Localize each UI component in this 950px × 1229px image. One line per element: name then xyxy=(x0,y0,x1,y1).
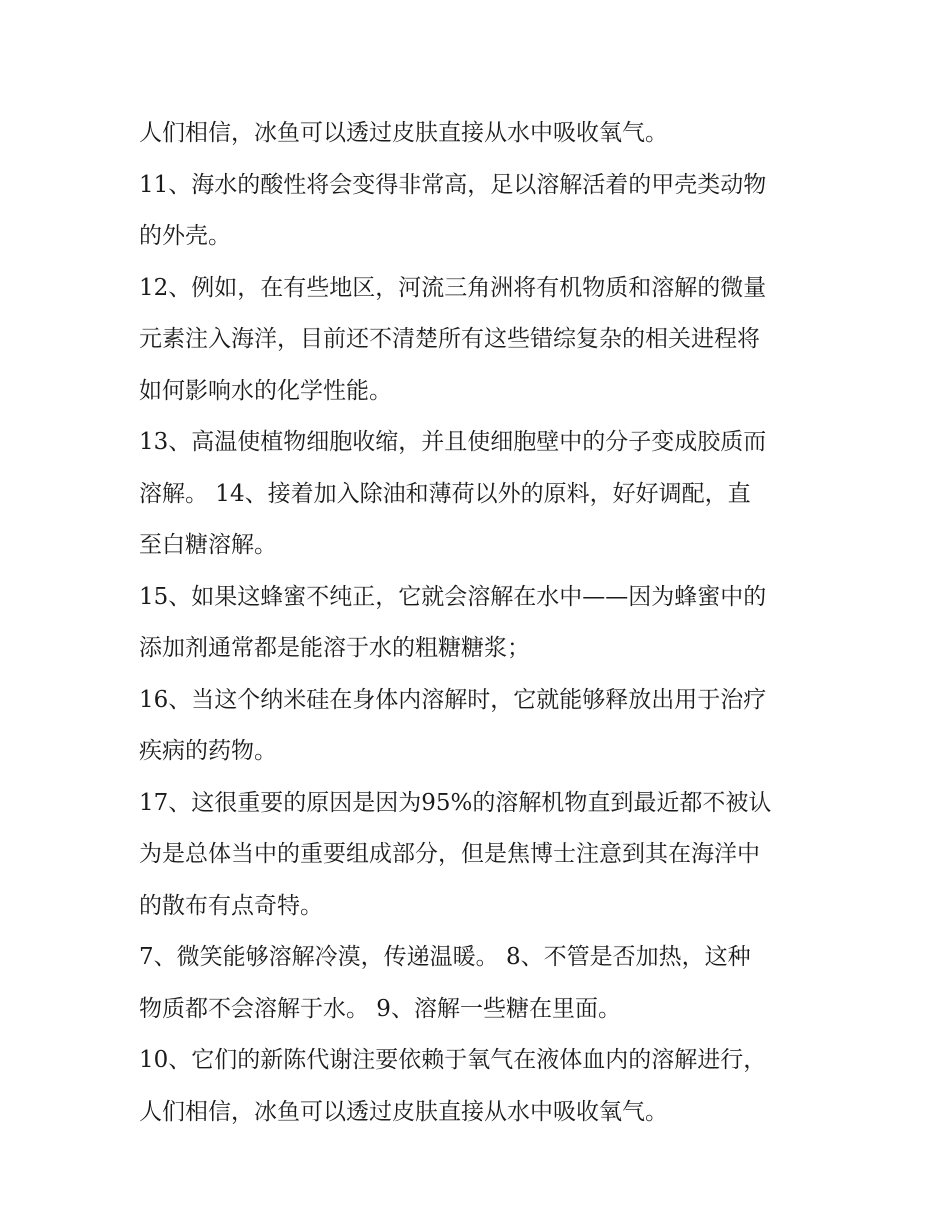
text-line: 10、它们的新陈代谢注要依赖于氧气在液体血内的溶解进行， xyxy=(139,1047,767,1073)
text-line: 人们相信，冰鱼可以透过皮肤直接从水中吸收氧气。 xyxy=(139,1098,668,1125)
text-line: 13、高温使植物细胞收缩，并且使细胞壁中的分子变成胶质而 xyxy=(139,429,767,455)
text-line: 如何影响水的化学性能。 xyxy=(139,377,392,404)
text-line: 添加剂通常都是能溶于水的粗糖糖浆； xyxy=(139,635,530,661)
document-text-body xyxy=(139,108,819,1138)
text-line: 物质都不会溶解于水。 9、溶解一些糖在里面。 xyxy=(139,995,621,1022)
text-line: 人们相信，冰鱼可以透过皮肤直接从水中吸收氧气。 xyxy=(139,120,668,146)
text-line: 疾病的药物。 xyxy=(139,738,277,764)
text-line: 至白糖溶解。 xyxy=(139,532,277,558)
text-line: 11、海水的酸性将会变得非常高，足以溶解活着的甲壳类动物 xyxy=(139,171,767,198)
text-line: 15、如果这蜂蜜不纯正，它就会溶解在水中——因为蜂蜜中的 xyxy=(139,583,767,610)
text-line: 16、当这个纳米硅在身体内溶解时，它就能够释放出用于治疗 xyxy=(139,686,767,713)
text-line: 溶解。 14、接着加入除油和薄荷以外的原料，好好调配，直 xyxy=(139,480,751,507)
text-line: 7、微笑能够溶解冷漠，传递温暖。 8、不管是否加热，这种 xyxy=(139,944,751,970)
text-line: 的外壳。 xyxy=(139,223,231,249)
text-line: 17、这很重要的原因是因为95%的溶解机物直到最近都不被认 xyxy=(139,789,772,816)
text-line: 的散布有点奇特。 xyxy=(139,892,323,919)
text-line: 12、例如，在有些地区，河流三角洲将有机物质和溶解的微量 xyxy=(139,274,767,301)
text-line: 元素注入海洋，目前还不清楚所有这些错综复杂的相关进程将 xyxy=(139,326,760,352)
text-line: 为是总体当中的重要组成部分，但是焦博士注意到其在海洋中 xyxy=(139,841,760,867)
